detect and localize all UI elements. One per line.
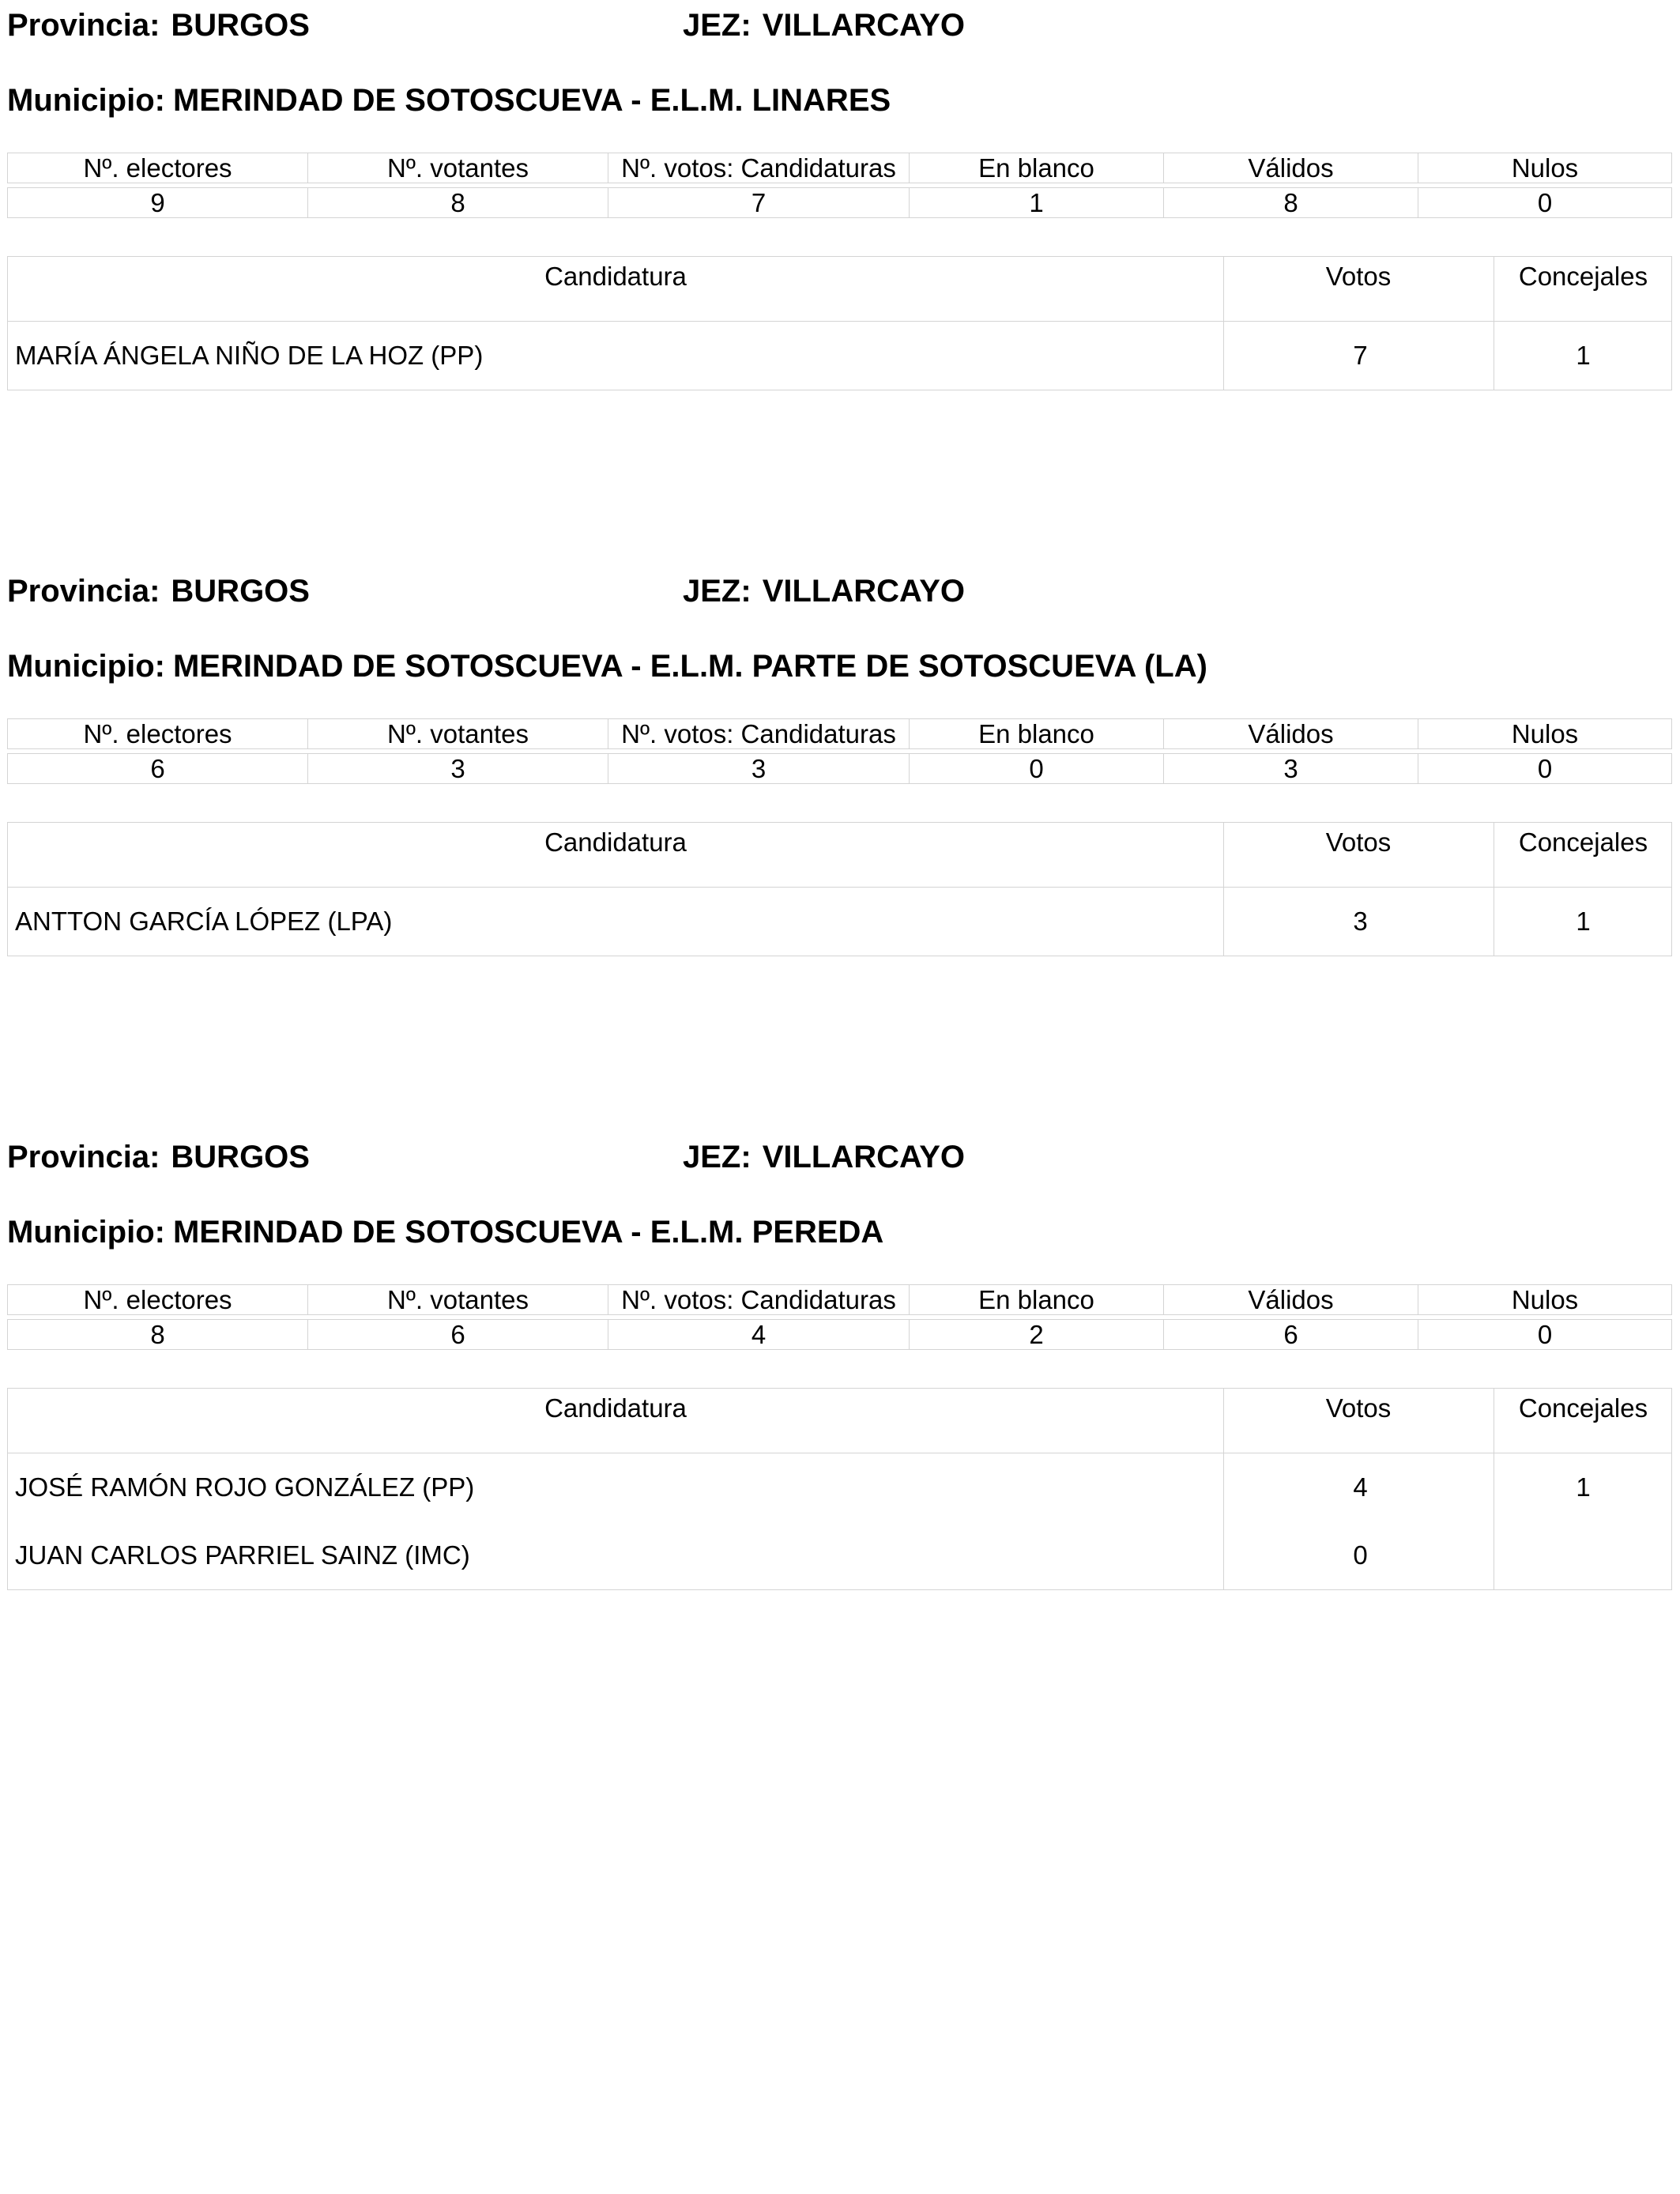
jez-value: VILLARCAYO (762, 1140, 966, 1174)
votantes-value: 3 (307, 754, 608, 783)
electores-value: 6 (7, 754, 307, 783)
electores-header: Nº. electores (7, 153, 307, 183)
candidatura-header: Candidatura (544, 827, 687, 857)
en-blanco-header: En blanco (909, 1285, 1163, 1314)
jez-line (683, 1138, 965, 1176)
concejales-header: Concejales (1518, 1393, 1648, 1423)
summary-table (7, 1284, 1672, 1351)
provincia-value: BURGOS (171, 574, 310, 609)
nulos-header: Nulos (1418, 1285, 1672, 1314)
provincia-line (7, 6, 310, 44)
summary-values-row (7, 1319, 1672, 1350)
jez-line (683, 6, 965, 44)
jez-line (683, 572, 965, 610)
nulos-value: 0 (1418, 754, 1672, 783)
en-blanco-value: 2 (909, 1320, 1163, 1349)
summary-table (7, 718, 1672, 785)
votantes-value: 8 (307, 188, 608, 217)
jez-label: JEZ: (683, 8, 751, 43)
votantes-header: Nº. votantes (307, 719, 608, 748)
provincia-label: Provincia: (7, 1140, 160, 1174)
votos-candidaturas-header: Nº. votos: Candidaturas (608, 153, 909, 183)
candidature-row (8, 888, 1671, 956)
summary-header-row (7, 153, 1672, 183)
validos-value: 3 (1163, 754, 1418, 783)
summary-header-row (7, 718, 1672, 749)
municipio-line (7, 1213, 883, 1251)
municipio-value: MERINDAD DE SOTOSCUEVA - E.L.M. PEREDA (172, 1215, 884, 1250)
candidatura-header: Candidatura (544, 1393, 687, 1423)
en-blanco-value: 0 (909, 754, 1163, 783)
nulos-header: Nulos (1418, 153, 1672, 183)
municipio-label: Municipio: (7, 649, 165, 684)
validos-value: 8 (1163, 188, 1418, 217)
votantes-header: Nº. votantes (307, 1285, 608, 1314)
provincia-label: Provincia: (7, 8, 160, 43)
municipio-line (7, 81, 891, 119)
candidature-row (8, 1521, 1671, 1589)
validos-value: 6 (1163, 1320, 1418, 1349)
en-blanco-header: En blanco (909, 153, 1163, 183)
votos-header: Votos (1325, 827, 1392, 857)
candidatures-table (7, 1388, 1672, 1590)
jez-label: JEZ: (683, 574, 751, 609)
nulos-header: Nulos (1418, 719, 1672, 748)
candidate-votes: 7 (1353, 341, 1368, 370)
summary-values-row (7, 753, 1672, 784)
municipio-label: Municipio: (7, 83, 165, 118)
concejales-header: Concejales (1518, 262, 1648, 291)
concejales-header: Concejales (1518, 827, 1648, 857)
candidate-votes: 0 (1353, 1540, 1368, 1570)
municipio-label: Municipio: (7, 1215, 165, 1250)
provincia-line (7, 572, 310, 610)
candidate-councillors: 1 (1576, 907, 1591, 936)
jez-value: VILLARCAYO (762, 8, 966, 43)
candidate-votes: 4 (1353, 1472, 1368, 1502)
votos-candidaturas-header: Nº. votos: Candidaturas (608, 719, 909, 748)
nulos-value: 0 (1418, 188, 1672, 217)
candidature-row (8, 1453, 1671, 1521)
provincia-label: Provincia: (7, 574, 160, 609)
en-blanco-header: En blanco (909, 719, 1163, 748)
validos-header: Válidos (1163, 719, 1418, 748)
jez-value: VILLARCAYO (762, 574, 966, 609)
summary-header-row (7, 1284, 1672, 1315)
candidate-councillors: 1 (1576, 341, 1591, 370)
validos-header: Válidos (1163, 1285, 1418, 1314)
candidatures-header-row (8, 1389, 1671, 1453)
candidate-votes: 3 (1353, 907, 1368, 936)
electores-header: Nº. electores (7, 1285, 307, 1314)
provincia-line (7, 1138, 310, 1176)
candidatures-table (7, 256, 1672, 390)
candidate-name: MARÍA ÁNGELA NIÑO DE LA HOZ (PP) (15, 341, 484, 370)
nulos-value: 0 (1418, 1320, 1672, 1349)
electores-value: 8 (7, 1320, 307, 1349)
votos-candidaturas-value: 4 (608, 1320, 909, 1349)
municipio-line (7, 647, 1207, 685)
candidate-councillors: 1 (1576, 1472, 1591, 1502)
votos-candidaturas-header: Nº. votos: Candidaturas (608, 1285, 909, 1314)
candidatures-table (7, 822, 1672, 956)
votos-header: Votos (1325, 262, 1392, 291)
votos-candidaturas-value: 7 (608, 188, 909, 217)
validos-header: Válidos (1163, 153, 1418, 183)
provincia-value: BURGOS (171, 1140, 310, 1174)
votos-header: Votos (1325, 1393, 1392, 1423)
votantes-value: 6 (307, 1320, 608, 1349)
candidatura-header: Candidatura (544, 262, 687, 291)
electores-header: Nº. electores (7, 719, 307, 748)
en-blanco-value: 1 (909, 188, 1163, 217)
jez-label: JEZ: (683, 1140, 751, 1174)
candidate-name: ANTTON GARCÍA LÓPEZ (LPA) (15, 907, 393, 936)
candidatures-header-row (8, 823, 1671, 888)
municipio-value: MERINDAD DE SOTOSCUEVA - E.L.M. LINARES (172, 83, 891, 118)
provincia-value: BURGOS (171, 8, 310, 43)
candidate-name: JUAN CARLOS PARRIEL SAINZ (IMC) (15, 1540, 470, 1570)
votantes-header: Nº. votantes (307, 153, 608, 183)
municipio-value: MERINDAD DE SOTOSCUEVA - E.L.M. PARTE DE SOTOSCUEVA (LA) (172, 649, 1207, 684)
votos-candidaturas-value: 3 (608, 754, 909, 783)
summary-values-row (7, 187, 1672, 218)
electores-value: 9 (7, 188, 307, 217)
candidate-name: JOSÉ RAMÓN ROJO GONZÁLEZ (PP) (15, 1472, 475, 1502)
candidatures-header-row (8, 257, 1671, 322)
candidature-row (8, 322, 1671, 390)
summary-table (7, 153, 1672, 219)
